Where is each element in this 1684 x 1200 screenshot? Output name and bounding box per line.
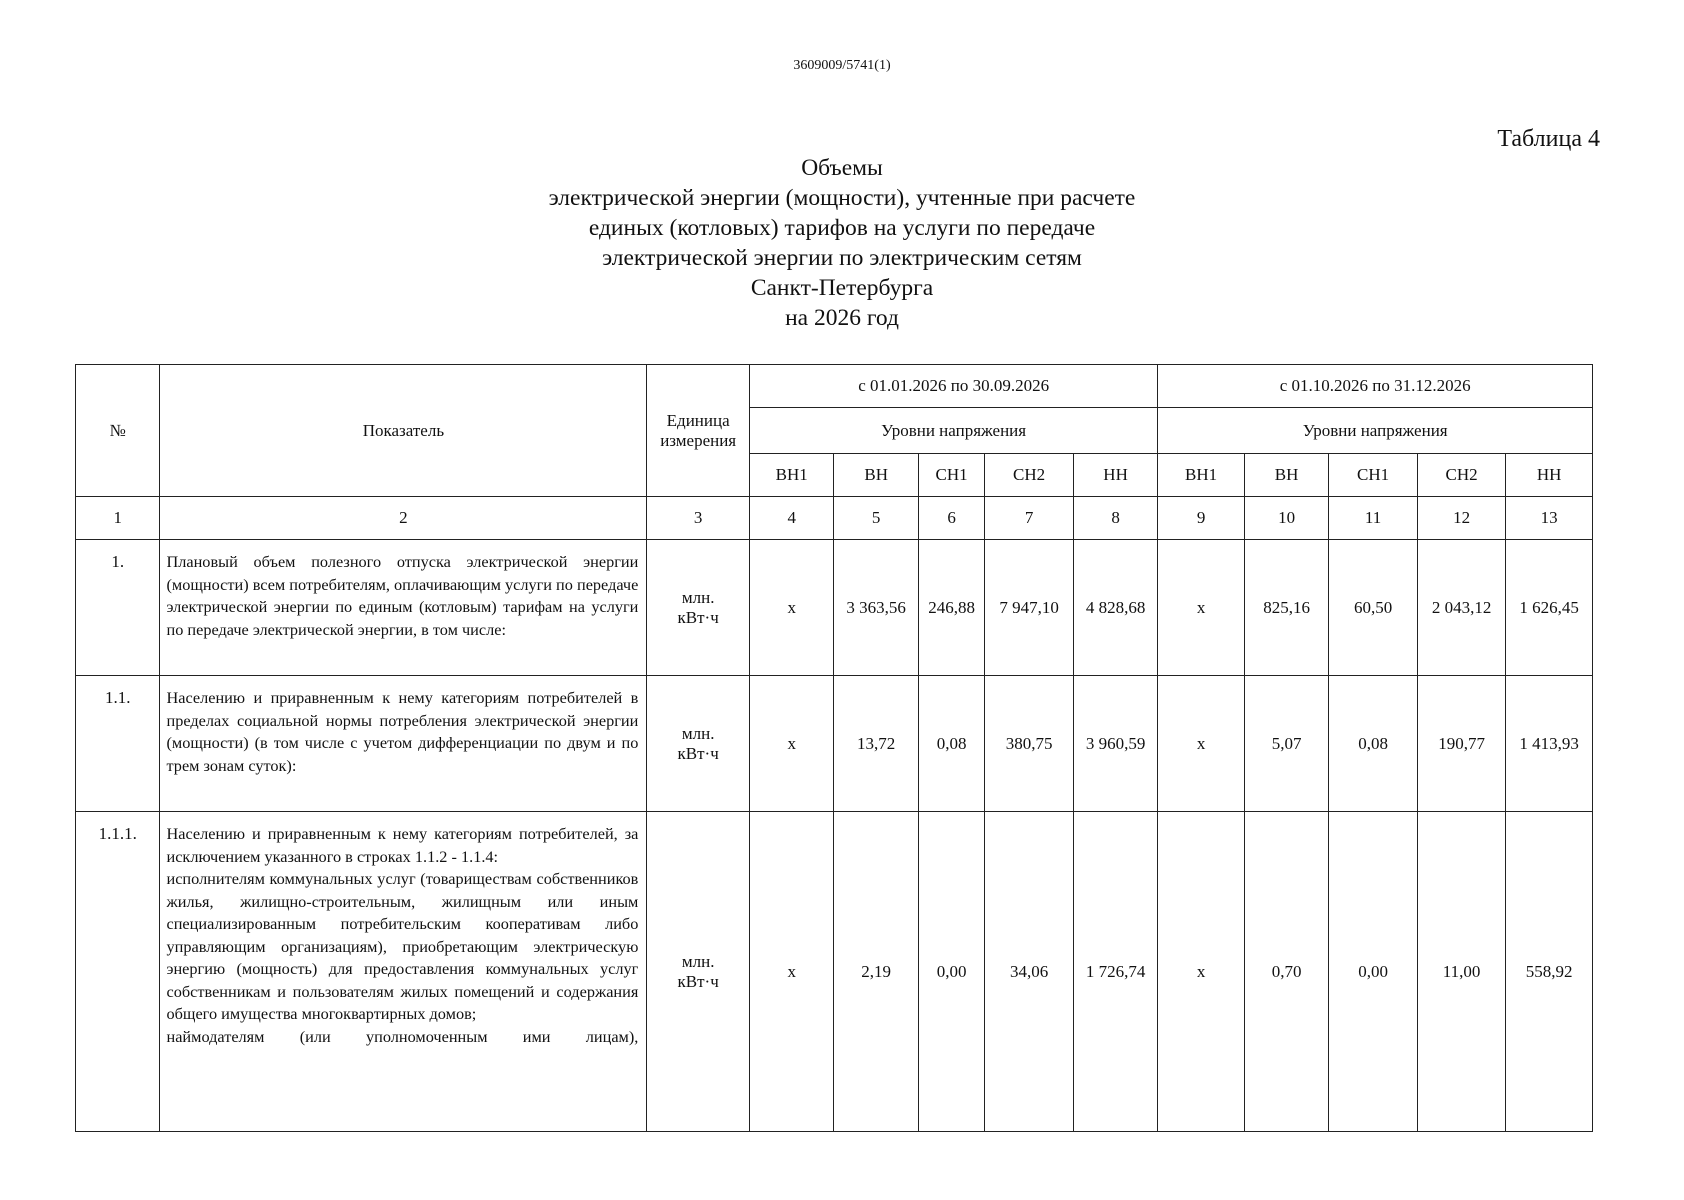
column-index: 13 [1506, 497, 1593, 540]
row-unit-line: кВт·ч [677, 607, 719, 627]
row-value: 60,50 [1329, 540, 1418, 676]
header-level: ВН [834, 454, 918, 497]
row-value: 0,08 [918, 676, 984, 812]
row-unit-line: млн. [681, 723, 715, 743]
header-no: № [76, 365, 160, 497]
row-unit [647, 540, 750, 676]
row-value: 0,08 [1329, 676, 1418, 812]
row-value: 0,00 [918, 812, 984, 1132]
row-value: 2,19 [834, 812, 918, 1132]
column-index: 7 [985, 497, 1074, 540]
row-value: 34,06 [985, 812, 1074, 1132]
header-level: СН1 [1329, 454, 1418, 497]
title-line: электрической энергии по электрическим сетям [602, 245, 1082, 271]
row-indicator [160, 540, 647, 676]
column-index: 10 [1244, 497, 1328, 540]
row-indicator [160, 676, 647, 812]
row-value: 246,88 [918, 540, 984, 676]
row-value: 190,77 [1417, 676, 1506, 812]
document-title [0, 153, 1684, 333]
header-unit-line: измерения [660, 430, 737, 450]
row-value: 380,75 [985, 676, 1074, 812]
column-index: 9 [1158, 497, 1245, 540]
title-line: электрической энергии (мощности), учтенные при расчете [548, 185, 1136, 211]
header-period-2: с 01.10.2026 по 31.12.2026 [1158, 365, 1593, 408]
row-value: 558,92 [1506, 812, 1593, 1132]
header-unit-line: Единица [666, 410, 730, 430]
title-line: единых (котловых) тарифов на услуги по передаче [588, 215, 1096, 241]
header-level: СН2 [1417, 454, 1506, 497]
row-value: х [1158, 676, 1245, 812]
row-value: 13,72 [834, 676, 918, 812]
row-value: 0,00 [1329, 812, 1418, 1132]
table-row [76, 540, 1593, 676]
table-row [76, 812, 1593, 1132]
row-unit-line: кВт·ч [677, 971, 719, 991]
row-value: 3 960,59 [1073, 676, 1158, 812]
row-value: 5,07 [1244, 676, 1328, 812]
header-level: ВН1 [749, 454, 833, 497]
row-unit-line: млн. [681, 951, 715, 971]
column-index: 3 [647, 497, 750, 540]
column-index: 1 [76, 497, 160, 540]
row-indicator-text: наймодателям (или уполномоченным ими лицам), [166, 1026, 639, 1046]
document-number: 3609009/5741(1) [793, 58, 891, 73]
row-unit-line: млн. [681, 587, 715, 607]
header-level: ВН [1244, 454, 1328, 497]
column-index-row [76, 497, 1593, 540]
row-value: 1 626,45 [1506, 540, 1593, 676]
row-value: х [749, 676, 833, 812]
row-indicator-text: исполнителям коммунальных услуг (товариществам собственников жилья, жилищно-строительным, жилищным или иным специализированным потребительским кооперативам либо управляющим организациям), приобретающим электрическую энергию (мощность) для предоставления коммунальных услуг собственникам и пользователям жилых помещений и содержания общего имущества многоквартирных домов; [166, 869, 639, 1023]
row-unit-line: кВт·ч [677, 743, 719, 763]
row-unit [647, 676, 750, 812]
header-level: СН1 [918, 454, 984, 497]
row-value: 7 947,10 [985, 540, 1074, 676]
row-value: 825,16 [1244, 540, 1328, 676]
row-value: 0,70 [1244, 812, 1328, 1132]
row-value: х [749, 540, 833, 676]
row-value: х [749, 812, 833, 1132]
column-index: 6 [918, 497, 984, 540]
row-indicator-text: Населению и приравненным к нему категориям потребителей, за исключением указанного в строках 1.1.2 - 1.1.4: [166, 824, 639, 866]
header-period-1: с 01.01.2026 по 30.09.2026 [749, 365, 1157, 408]
table-label: Таблица 4 [1497, 126, 1600, 152]
column-index: 4 [749, 497, 833, 540]
row-value: 3 363,56 [834, 540, 918, 676]
column-index: 11 [1329, 497, 1418, 540]
row-value: 2 043,12 [1417, 540, 1506, 676]
row-indicator-text: Плановый объем полезного отпуска электрической энергии (мощности) всем потребителям, оплачивающим услуги по передаче электрической энергии по единым (котловым) тарифам на услуги по передаче электрической энергии, в том числе: [166, 552, 639, 639]
column-index: 12 [1417, 497, 1506, 540]
title-line: Санкт-Петербурга [750, 275, 934, 301]
volumes-table [75, 364, 1593, 1132]
table-row [76, 676, 1593, 812]
column-index: 5 [834, 497, 918, 540]
row-number: 1. [76, 540, 160, 676]
header-unit [647, 365, 750, 497]
header-indicator: Показатель [160, 365, 647, 497]
header-level: НН [1506, 454, 1593, 497]
header-level: НН [1073, 454, 1158, 497]
row-value: х [1158, 540, 1245, 676]
title-line: на 2026 год [785, 305, 899, 331]
column-index: 2 [160, 497, 647, 540]
row-value: 1 726,74 [1073, 812, 1158, 1132]
row-unit [647, 812, 750, 1132]
row-value: х [1158, 812, 1245, 1132]
row-value: 1 413,93 [1506, 676, 1593, 812]
header-voltage-levels-2: Уровни напряжения [1158, 408, 1593, 454]
row-number: 1.1. [76, 676, 160, 812]
column-index: 8 [1073, 497, 1158, 540]
row-indicator-text: Населению и приравненным к нему категориям потребителей в пределах социальной нормы потребления электрической энергии (мощности) (в том числе с учетом дифференциации по двум и по трем зонам суток): [166, 688, 639, 775]
header-row-periods [76, 365, 1593, 408]
row-number: 1.1.1. [76, 812, 160, 1132]
row-value: 11,00 [1417, 812, 1506, 1132]
row-indicator [160, 812, 647, 1132]
header-voltage-levels-1: Уровни напряжения [749, 408, 1157, 454]
row-value: 4 828,68 [1073, 540, 1158, 676]
header-level: СН2 [985, 454, 1074, 497]
title-line: Объемы [801, 155, 883, 181]
header-level: ВН1 [1158, 454, 1245, 497]
